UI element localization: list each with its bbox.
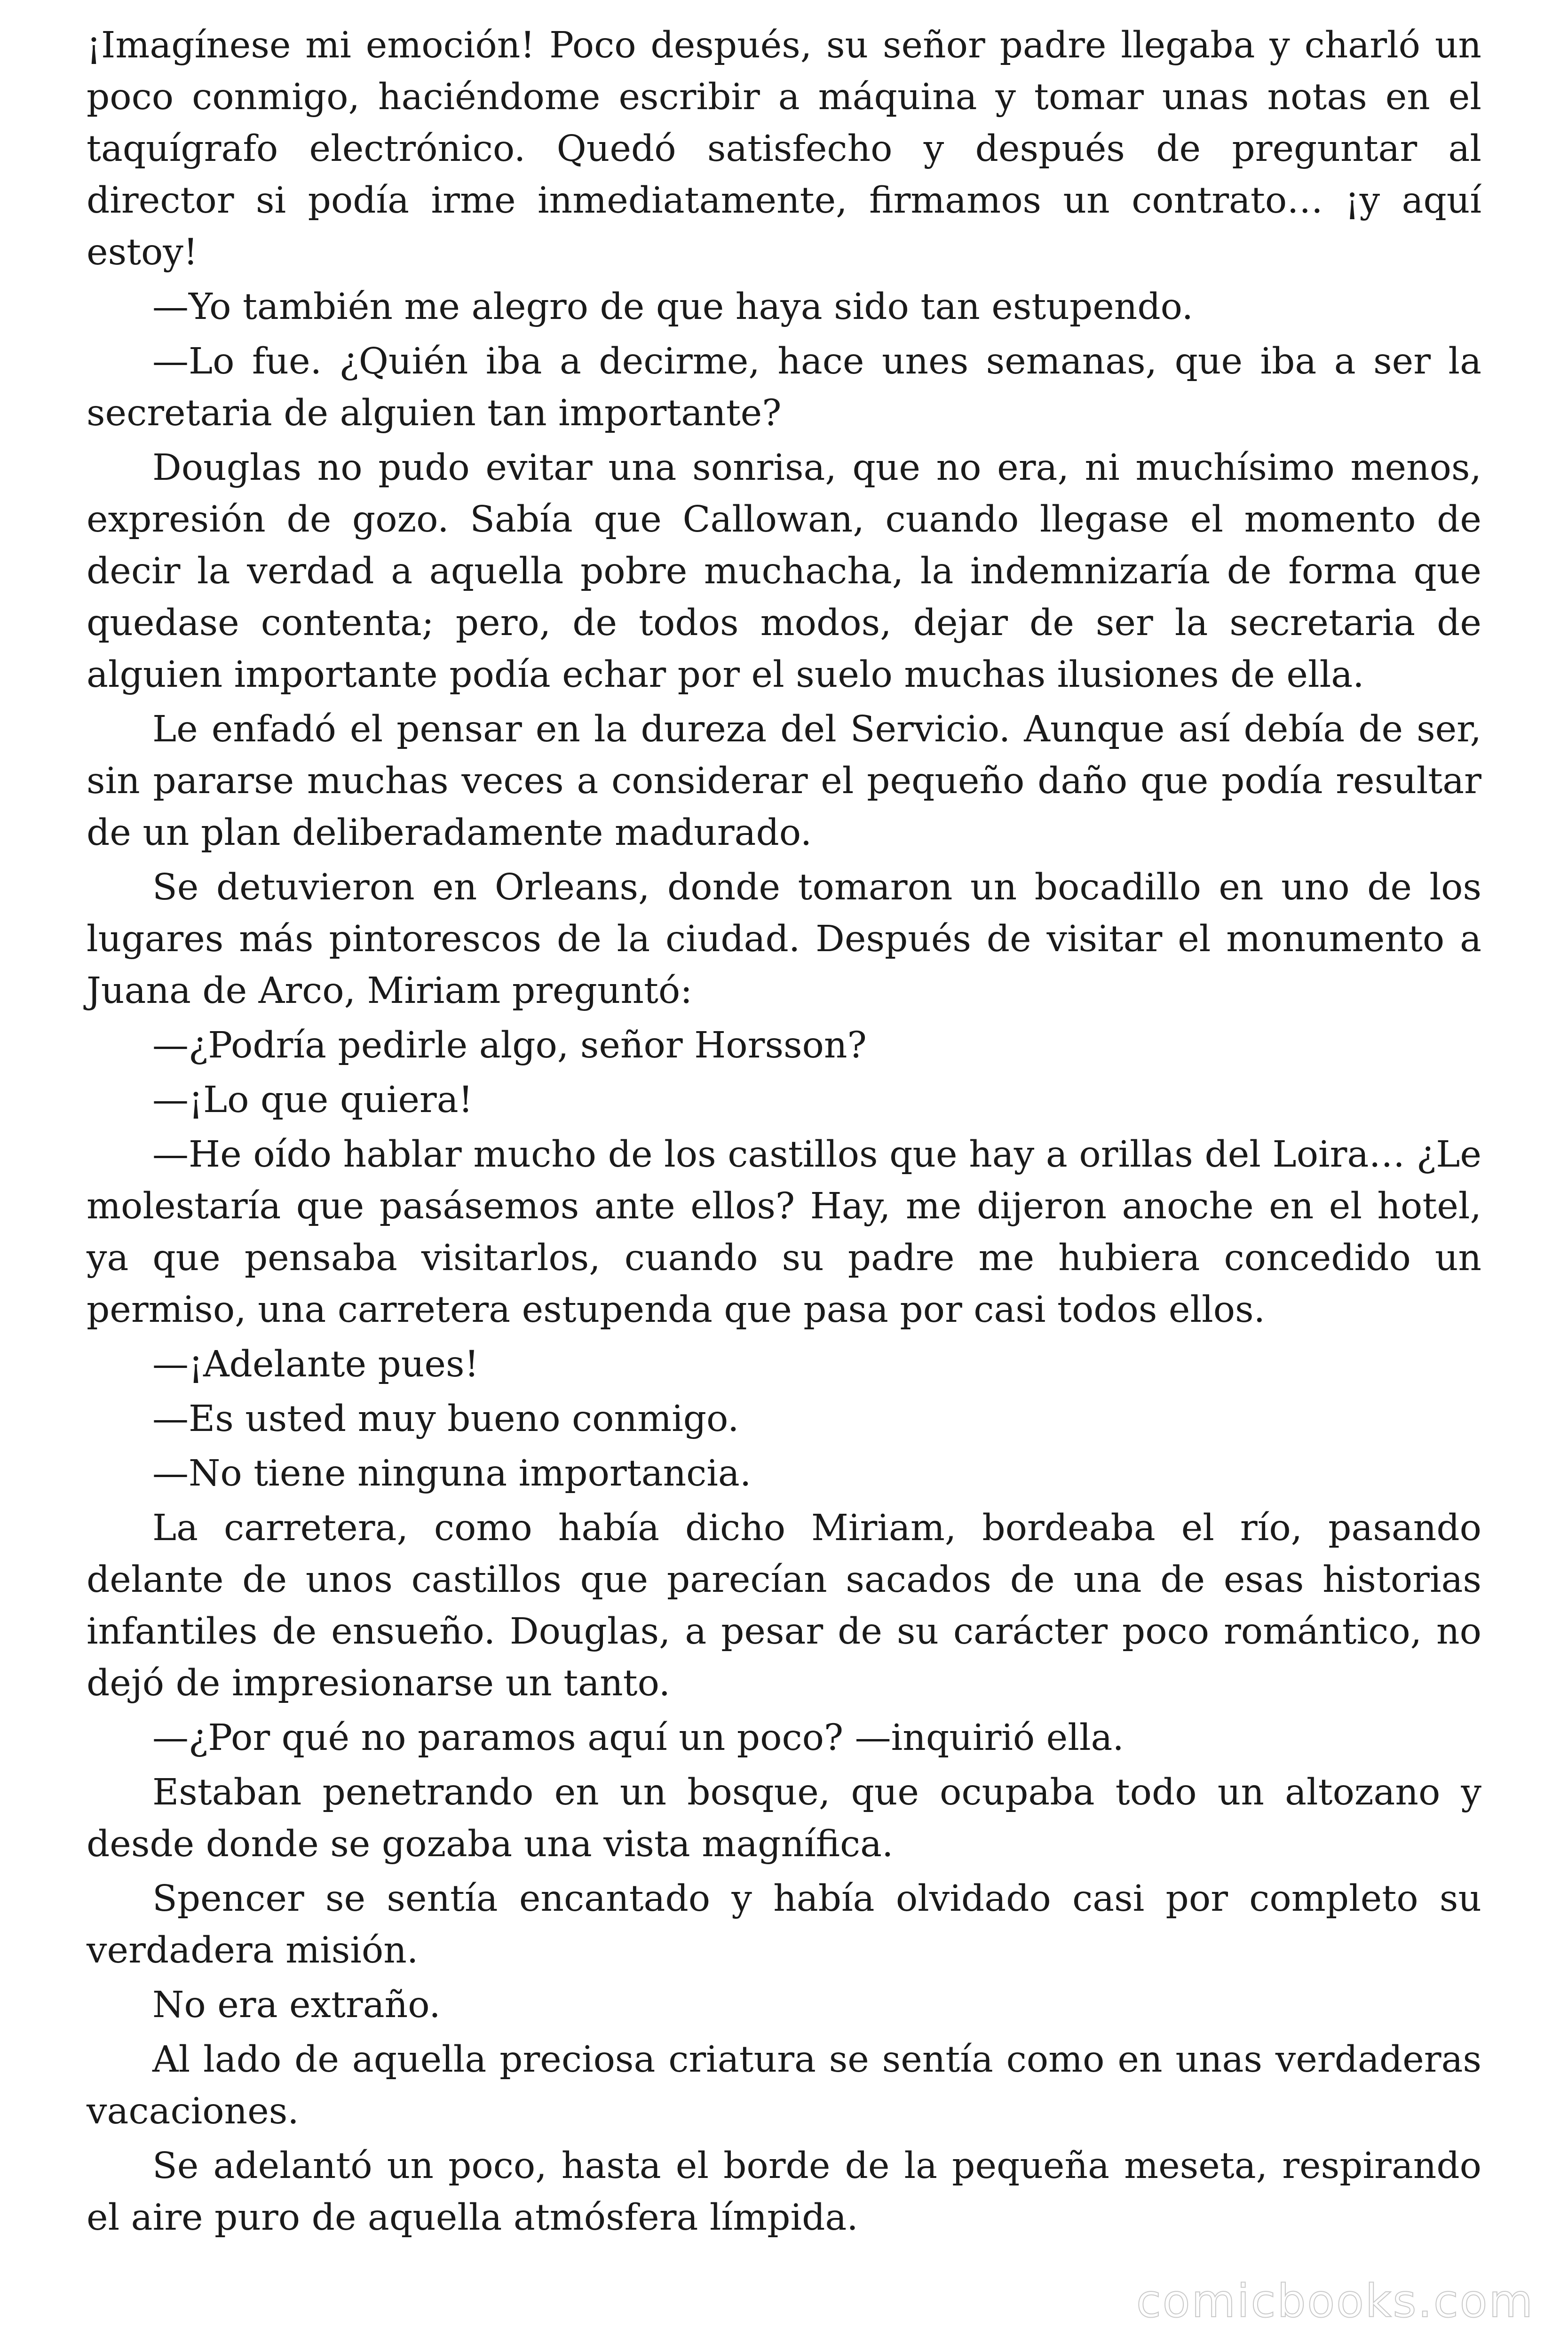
paragraph: Se adelantó un poco, hasta el borde de la pequeña meseta, respirando el aire puro de aquella atmósfera límpida. — [87, 2145, 1481, 2239]
paragraph: La carretera, como había dicho Miriam, bordeaba el río, pasando delante de unos castillos que parecían sacados de una de esas historias infantiles de ensueño. Douglas, a pesar de su carácter poco romántico, no dejó de impresionarse un tanto. — [87, 1507, 1481, 1704]
dialogue-line: —Lo fue. ¿Quién iba a decirme, hace unes semanas, que iba a ser la secretaria de alguien tan importante? — [87, 341, 1481, 434]
dialogue-line: —No tiene ninguna importancia. — [152, 1453, 752, 1494]
paragraph: Le enfadó el pensar en la dureza del Servicio. Aunque así debía de ser, sin pararse muchas veces a considerar el pequeño daño que podía resultar de un plan deliberadamente madurado. — [87, 708, 1481, 854]
paragraph: No era extraño. — [152, 1984, 441, 2026]
dialogue-line: —¿Podría pedirle algo, señor Horsson? — [152, 1025, 867, 1066]
body-text — [87, 20, 1481, 2247]
paragraph: Estaban penetrando en un bosque, que ocupaba todo un altozano y desde donde se gozaba una vista magnífica. — [87, 1772, 1481, 1865]
paragraph: Al lado de aquella preciosa criatura se sentía como en unas verdaderas vacaciones. — [87, 2039, 1481, 2132]
paragraph: Douglas no pudo evitar una sonrisa, que no era, ni muchísimo menos, expresión de gozo. Sabía que Callowan, cuando llegase el momento de decir la verdad a aquella pobre muchacha, la indemnizaría de forma que quedase contenta; pero, de todos modos, dejar de ser la secretaria de alguien importante podía echar por el suelo muchas ilusiones de ella. — [87, 447, 1481, 696]
dialogue-line: —¡Lo que quiera! — [152, 1079, 473, 1121]
dialogue-line: —¡Adelante pues! — [152, 1343, 479, 1385]
paragraph: Spencer se sentía encantado y había olvidado casi por completo su verdadera misión. — [87, 1878, 1481, 1971]
paragraph: Se detuvieron en Orleans, donde tomaron un bocadillo en uno de los lugares más pintorescos de la ciudad. Después de visitar el monumento a Juana de Arco, Miriam preguntó: — [87, 866, 1481, 1012]
dialogue-line: —Es usted muy bueno conmigo. — [152, 1398, 739, 1440]
dialogue-line: —Yo también me alegro de que haya sido tan estupendo. — [152, 286, 1194, 328]
dialogue-line: —¿Por qué no paramos aquí un poco? —inquirió ella. — [152, 1717, 1124, 1759]
paragraph: ¡Imagínese mi emoción! Poco después, su señor padre llegaba y charló un poco conmigo, haciéndome escribir a máquina y tomar unas notas en el taquígrafo electrónico. Quedó satisfecho y después de preguntar al director si podía irme inmediatamente, firmamos un contrato… ¡y aquí estoy! — [87, 24, 1481, 273]
dialogue-line: —He oído hablar mucho de los castillos que hay a orillas del Loira… ¿Le molestaría que pasásemos ante ellos? Hay, me dijeron anoche en el hotel, ya que pensaba visitarlos, cuando su padre me hubiera concedido un permiso, una carretera estupenda que pasa por casi todos ellos. — [87, 1134, 1481, 1331]
watermark: comicbooks.com — [1136, 2275, 1534, 2328]
